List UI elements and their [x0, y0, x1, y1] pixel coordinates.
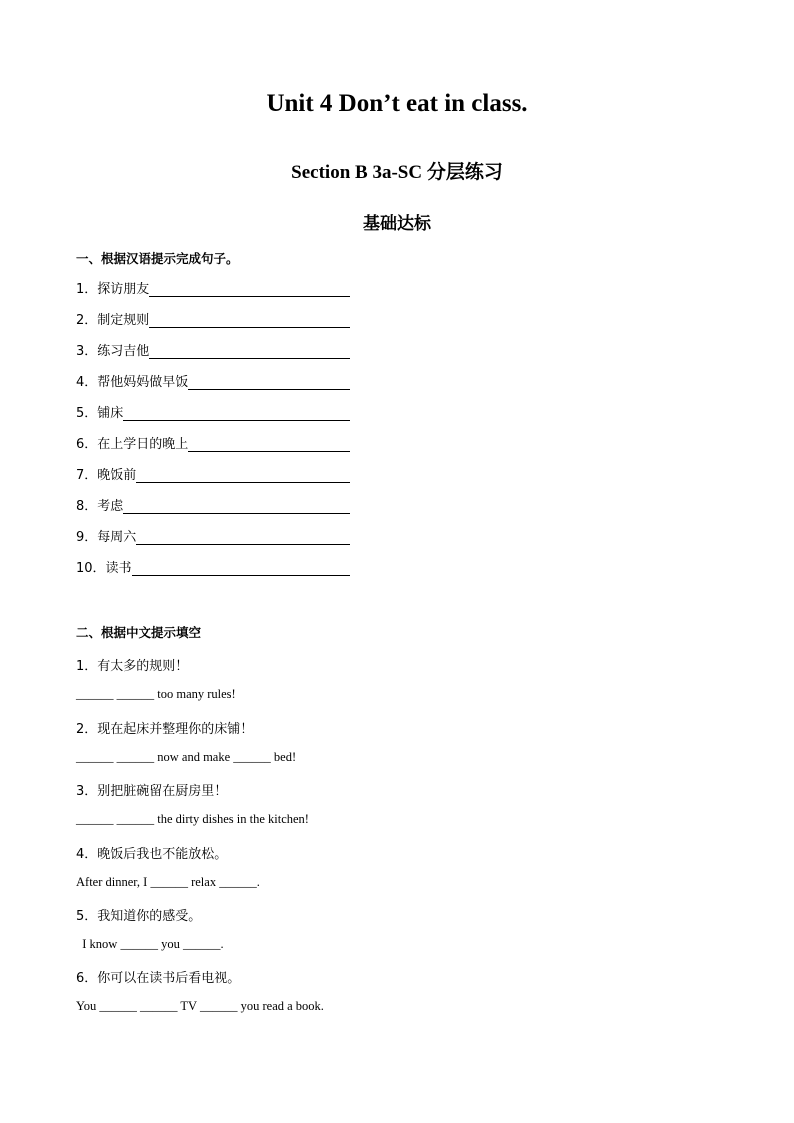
item-text: 5．铺床 — [76, 406, 124, 421]
list-item — [76, 468, 350, 484]
answer-blank[interactable] — [123, 408, 350, 421]
item-text: 10．读书 — [76, 561, 132, 576]
item-text: 4．帮他妈妈做早饭 — [76, 375, 189, 390]
answer-blank[interactable] — [136, 470, 350, 483]
answer-blank[interactable] — [149, 315, 350, 328]
answer-blank[interactable] — [188, 439, 350, 452]
question-text: 6．你可以在读书后看电视。 — [76, 971, 241, 986]
question-text: 3．别把脏碗留在厨房里！ — [76, 784, 228, 799]
item-text: 9．每周六 — [76, 530, 137, 545]
level-heading: 基础达标 — [363, 214, 431, 234]
list-item — [76, 499, 350, 515]
answer-line: After dinner, I ______ relax ______. — [76, 875, 260, 889]
list-item — [76, 375, 350, 391]
list-item — [76, 282, 350, 298]
section-subtitle: Section B 3a-SC 分层练习 — [291, 162, 503, 183]
list-item — [76, 561, 350, 577]
answer-line: ______ ______ the dirty dishes in the kitchen! — [76, 812, 309, 826]
answer-blank[interactable] — [188, 377, 350, 390]
list-item — [76, 406, 350, 422]
item-text: 2．制定规则 — [76, 313, 150, 328]
item-text: 6．在上学日的晚上 — [76, 437, 189, 452]
answer-line: ______ ______ now and make ______ bed! — [76, 750, 297, 764]
part1-heading: 一、根据汉语提示完成句子。 — [76, 251, 239, 266]
part2-heading: 二、根据中文提示填空 — [76, 625, 202, 640]
page-title: Unit 4 Don’t eat in class. — [266, 90, 528, 117]
list-item — [76, 437, 350, 453]
answer-line: You ______ ______ TV ______ you read a book. — [76, 999, 324, 1013]
answer-line: ______ ______ too many rules! — [76, 687, 236, 701]
answer-blank[interactable] — [149, 346, 350, 359]
item-text: 1．探访朋友 — [76, 282, 150, 297]
answer-blank[interactable] — [132, 563, 350, 576]
question-text: 1．有太多的规则！ — [76, 659, 189, 674]
answer-line: I know ______ you ______. — [76, 937, 224, 951]
list-item — [76, 344, 350, 360]
answer-blank[interactable] — [136, 532, 350, 545]
question-text: 4．晚饭后我也不能放松。 — [76, 847, 228, 862]
item-text: 8．考虑 — [76, 499, 124, 514]
item-text: 7．晚饭前 — [76, 468, 137, 483]
list-item — [76, 530, 350, 546]
question-text: 5．我知道你的感受。 — [76, 909, 202, 924]
answer-blank[interactable] — [149, 284, 350, 297]
list-item — [76, 313, 350, 329]
question-text: 2．现在起床并整理你的床铺！ — [76, 722, 254, 737]
item-text: 3．练习吉他 — [76, 344, 150, 359]
answer-blank[interactable] — [123, 501, 350, 514]
